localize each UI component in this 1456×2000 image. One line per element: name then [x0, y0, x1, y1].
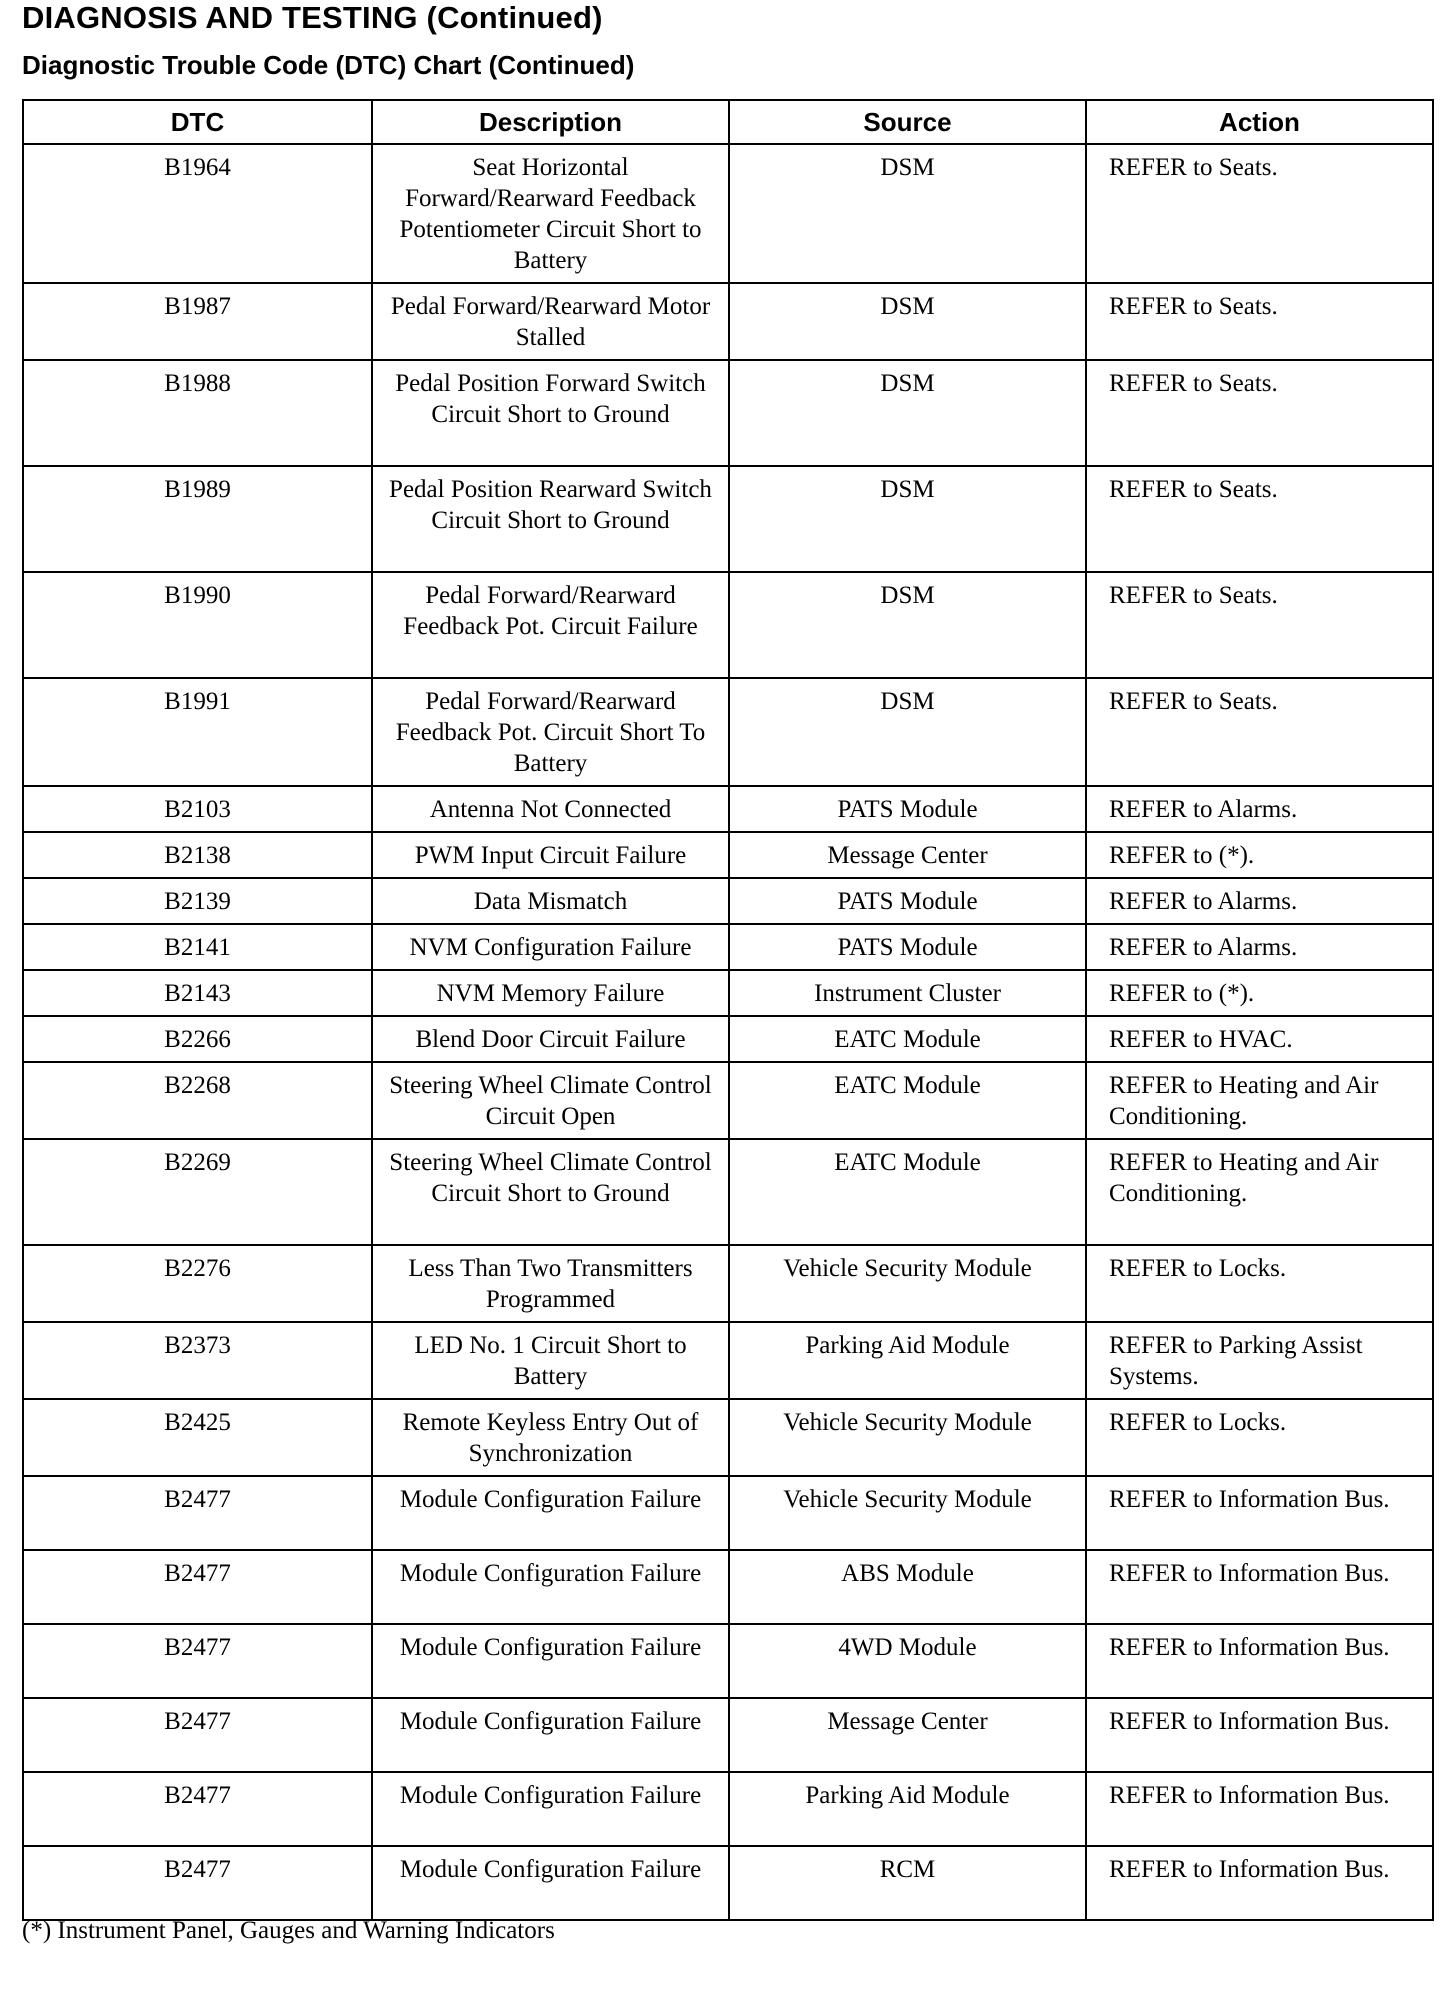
cell-action: REFER to (*). [1086, 970, 1433, 1016]
cell-action: REFER to Parking Assist Systems. [1086, 1322, 1433, 1399]
cell-action: REFER to Alarms. [1086, 878, 1433, 924]
cell-description: Steering Wheel Climate Control Circuit Short to Ground [372, 1139, 729, 1245]
cell-action: REFER to Seats. [1086, 572, 1433, 678]
cell-dtc: B2373 [23, 1322, 372, 1399]
cell-dtc: B2477 [23, 1476, 372, 1550]
cell-source: DSM [729, 466, 1086, 572]
cell-dtc: B2425 [23, 1399, 372, 1476]
table-row [23, 832, 1433, 878]
cell-dtc: B2269 [23, 1139, 372, 1245]
cell-source: Vehicle Security Module [729, 1476, 1086, 1550]
page-title: DIAGNOSIS AND TESTING (Continued) [22, 0, 603, 35]
cell-action: REFER to Alarms. [1086, 786, 1433, 832]
cell-action: REFER to Seats. [1086, 360, 1433, 466]
cell-dtc: B2276 [23, 1245, 372, 1322]
cell-source: DSM [729, 283, 1086, 360]
cell-description: Steering Wheel Climate Control Circuit Open [372, 1062, 729, 1139]
chart-subtitle: Diagnostic Trouble Code (DTC) Chart (Continued) [22, 50, 635, 80]
cell-dtc: B1987 [23, 283, 372, 360]
cell-dtc: B2103 [23, 786, 372, 832]
table-row [23, 786, 1433, 832]
cell-source: PATS Module [729, 878, 1086, 924]
cell-description: Pedal Position Forward Switch Circuit Short to Ground [372, 360, 729, 466]
cell-source: 4WD Module [729, 1624, 1086, 1698]
cell-description: Pedal Forward/Rearward Motor Stalled [372, 283, 729, 360]
cell-dtc: B2268 [23, 1062, 372, 1139]
cell-dtc: B2143 [23, 970, 372, 1016]
footnote: (*) Instrument Panel, Gauges and Warning Indicators [22, 1917, 555, 1944]
cell-action: REFER to Information Bus. [1086, 1698, 1433, 1772]
cell-description: Blend Door Circuit Failure [372, 1016, 729, 1062]
table-row [23, 283, 1433, 360]
cell-dtc: B2138 [23, 832, 372, 878]
cell-dtc: B1991 [23, 678, 372, 786]
cell-description: PWM Input Circuit Failure [372, 832, 729, 878]
cell-description: Pedal Forward/Rearward Feedback Pot. Circuit Short To Battery [372, 678, 729, 786]
table-row [23, 144, 1433, 283]
cell-description: Remote Keyless Entry Out of Synchronization [372, 1399, 729, 1476]
cell-source: Message Center [729, 1698, 1086, 1772]
table-row [23, 1698, 1433, 1772]
cell-dtc: B1989 [23, 466, 372, 572]
cell-source: DSM [729, 144, 1086, 283]
cell-dtc: B1964 [23, 144, 372, 283]
cell-source: DSM [729, 360, 1086, 466]
cell-dtc: B1990 [23, 572, 372, 678]
table-row [23, 970, 1433, 1016]
cell-source: Vehicle Security Module [729, 1399, 1086, 1476]
cell-action: REFER to HVAC. [1086, 1016, 1433, 1062]
cell-description: Antenna Not Connected [372, 786, 729, 832]
cell-action: REFER to (*). [1086, 832, 1433, 878]
cell-action: REFER to Heating and Air Conditioning. [1086, 1062, 1433, 1139]
table-row [23, 924, 1433, 970]
column-header-dtc: DTC [23, 100, 372, 144]
cell-dtc: B2477 [23, 1698, 372, 1772]
cell-source: Parking Aid Module [729, 1322, 1086, 1399]
cell-description: Data Mismatch [372, 878, 729, 924]
cell-dtc: B2477 [23, 1550, 372, 1624]
cell-source: RCM [729, 1846, 1086, 1920]
cell-source: Message Center [729, 832, 1086, 878]
table-row [23, 1846, 1433, 1920]
table-row [23, 572, 1433, 678]
cell-action: REFER to Information Bus. [1086, 1624, 1433, 1698]
table-row [23, 1624, 1433, 1698]
cell-dtc: B2141 [23, 924, 372, 970]
table-row [23, 1139, 1433, 1245]
cell-action: REFER to Locks. [1086, 1399, 1433, 1476]
dtc-table [22, 99, 1434, 1921]
cell-action: REFER to Seats. [1086, 678, 1433, 786]
cell-description: NVM Configuration Failure [372, 924, 729, 970]
cell-dtc: B2477 [23, 1772, 372, 1846]
cell-dtc: B1988 [23, 360, 372, 466]
cell-description: Module Configuration Failure [372, 1772, 729, 1846]
table-body [23, 144, 1433, 1920]
cell-source: Vehicle Security Module [729, 1245, 1086, 1322]
cell-action: REFER to Seats. [1086, 466, 1433, 572]
cell-description: Module Configuration Failure [372, 1476, 729, 1550]
cell-source: EATC Module [729, 1139, 1086, 1245]
cell-dtc: B2477 [23, 1846, 372, 1920]
cell-description: Less Than Two Transmitters Programmed [372, 1245, 729, 1322]
cell-description: Pedal Position Rearward Switch Circuit Short to Ground [372, 466, 729, 572]
cell-source: EATC Module [729, 1062, 1086, 1139]
document-page [22, 0, 1432, 1944]
table-row [23, 878, 1433, 924]
cell-action: REFER to Information Bus. [1086, 1550, 1433, 1624]
cell-description: Seat Horizontal Forward/Rearward Feedback Potentiometer Circuit Short to Battery [372, 144, 729, 283]
cell-action: REFER to Information Bus. [1086, 1476, 1433, 1550]
cell-action: REFER to Information Bus. [1086, 1846, 1433, 1920]
cell-action: REFER to Information Bus. [1086, 1772, 1433, 1846]
cell-source: PATS Module [729, 786, 1086, 832]
table-row [23, 678, 1433, 786]
cell-source: DSM [729, 678, 1086, 786]
column-header-description: Description [372, 100, 729, 144]
cell-description: Module Configuration Failure [372, 1698, 729, 1772]
cell-action: REFER to Heating and Air Conditioning. [1086, 1139, 1433, 1245]
cell-action: REFER to Alarms. [1086, 924, 1433, 970]
cell-description: Module Configuration Failure [372, 1624, 729, 1698]
table-row [23, 1550, 1433, 1624]
cell-description: Module Configuration Failure [372, 1550, 729, 1624]
column-header-source: Source [729, 100, 1086, 144]
table-row [23, 1476, 1433, 1550]
table-row [23, 1245, 1433, 1322]
cell-source: Parking Aid Module [729, 1772, 1086, 1846]
table-row [23, 466, 1433, 572]
cell-action: REFER to Locks. [1086, 1245, 1433, 1322]
table-row [23, 1062, 1433, 1139]
table-row [23, 360, 1433, 466]
cell-source: Instrument Cluster [729, 970, 1086, 1016]
table-header-row [23, 100, 1433, 144]
cell-description: LED No. 1 Circuit Short to Battery [372, 1322, 729, 1399]
table-row [23, 1399, 1433, 1476]
cell-dtc: B2139 [23, 878, 372, 924]
table-row [23, 1016, 1433, 1062]
cell-source: PATS Module [729, 924, 1086, 970]
cell-dtc: B2477 [23, 1624, 372, 1698]
cell-source: EATC Module [729, 1016, 1086, 1062]
table-row [23, 1322, 1433, 1399]
column-header-action: Action [1086, 100, 1433, 144]
cell-source: ABS Module [729, 1550, 1086, 1624]
cell-description: Pedal Forward/Rearward Feedback Pot. Circuit Failure [372, 572, 729, 678]
cell-description: NVM Memory Failure [372, 970, 729, 1016]
cell-source: DSM [729, 572, 1086, 678]
cell-action: REFER to Seats. [1086, 144, 1433, 283]
table-row [23, 1772, 1433, 1846]
cell-action: REFER to Seats. [1086, 283, 1433, 360]
cell-description: Module Configuration Failure [372, 1846, 729, 1920]
cell-dtc: B2266 [23, 1016, 372, 1062]
